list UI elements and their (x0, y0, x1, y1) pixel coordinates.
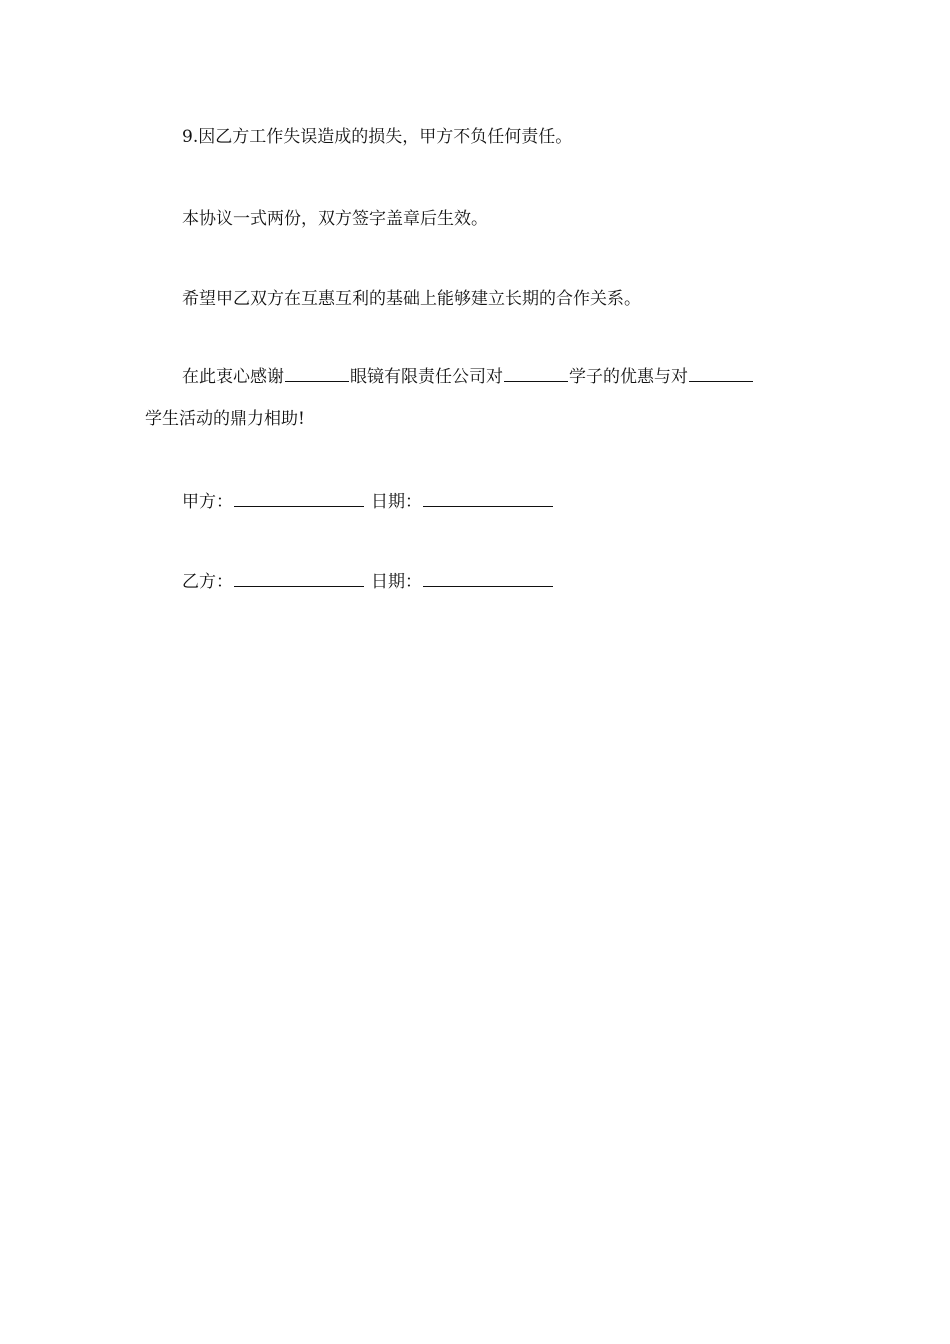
party-a-signature-blank[interactable] (234, 488, 364, 507)
hope-note-text: 希望甲乙双方在互惠互利的基础上能够建立长期的合作关系。 (182, 289, 641, 309)
party-a-label: 甲方： (182, 492, 233, 512)
company-blank[interactable] (285, 363, 349, 382)
party-b-signature-blank[interactable] (234, 568, 364, 587)
school-blank[interactable] (504, 363, 568, 382)
party-b-date-label: 日期： (371, 572, 422, 592)
party-a-date-label: 日期： (371, 492, 422, 512)
party-a-date-blank[interactable] (423, 488, 553, 507)
party-b-date-blank[interactable] (423, 568, 553, 587)
thanks-part-2: 眼镜有限责任公司对 (350, 367, 503, 387)
hope-note (145, 278, 847, 320)
thanks-paragraph (145, 356, 810, 440)
clause-9-text: 9.因乙方工作失误造成的损失，甲方不负任何责任。 (182, 127, 573, 147)
activity-blank[interactable] (689, 363, 753, 382)
thanks-part-4: 学生活动的鼎力相助! (145, 409, 305, 429)
clause-9 (145, 116, 847, 158)
thanks-part-3: 学子的优惠与对 (569, 367, 688, 387)
party-b-label: 乙方： (182, 572, 233, 592)
thanks-part-1: 在此衷心感谢 (182, 367, 284, 387)
party-a-signature-row (182, 488, 554, 514)
copies-note (145, 198, 847, 240)
copies-note-text: 本协议一式两份，双方签字盖章后生效。 (182, 209, 488, 229)
party-b-signature-row (182, 568, 554, 594)
